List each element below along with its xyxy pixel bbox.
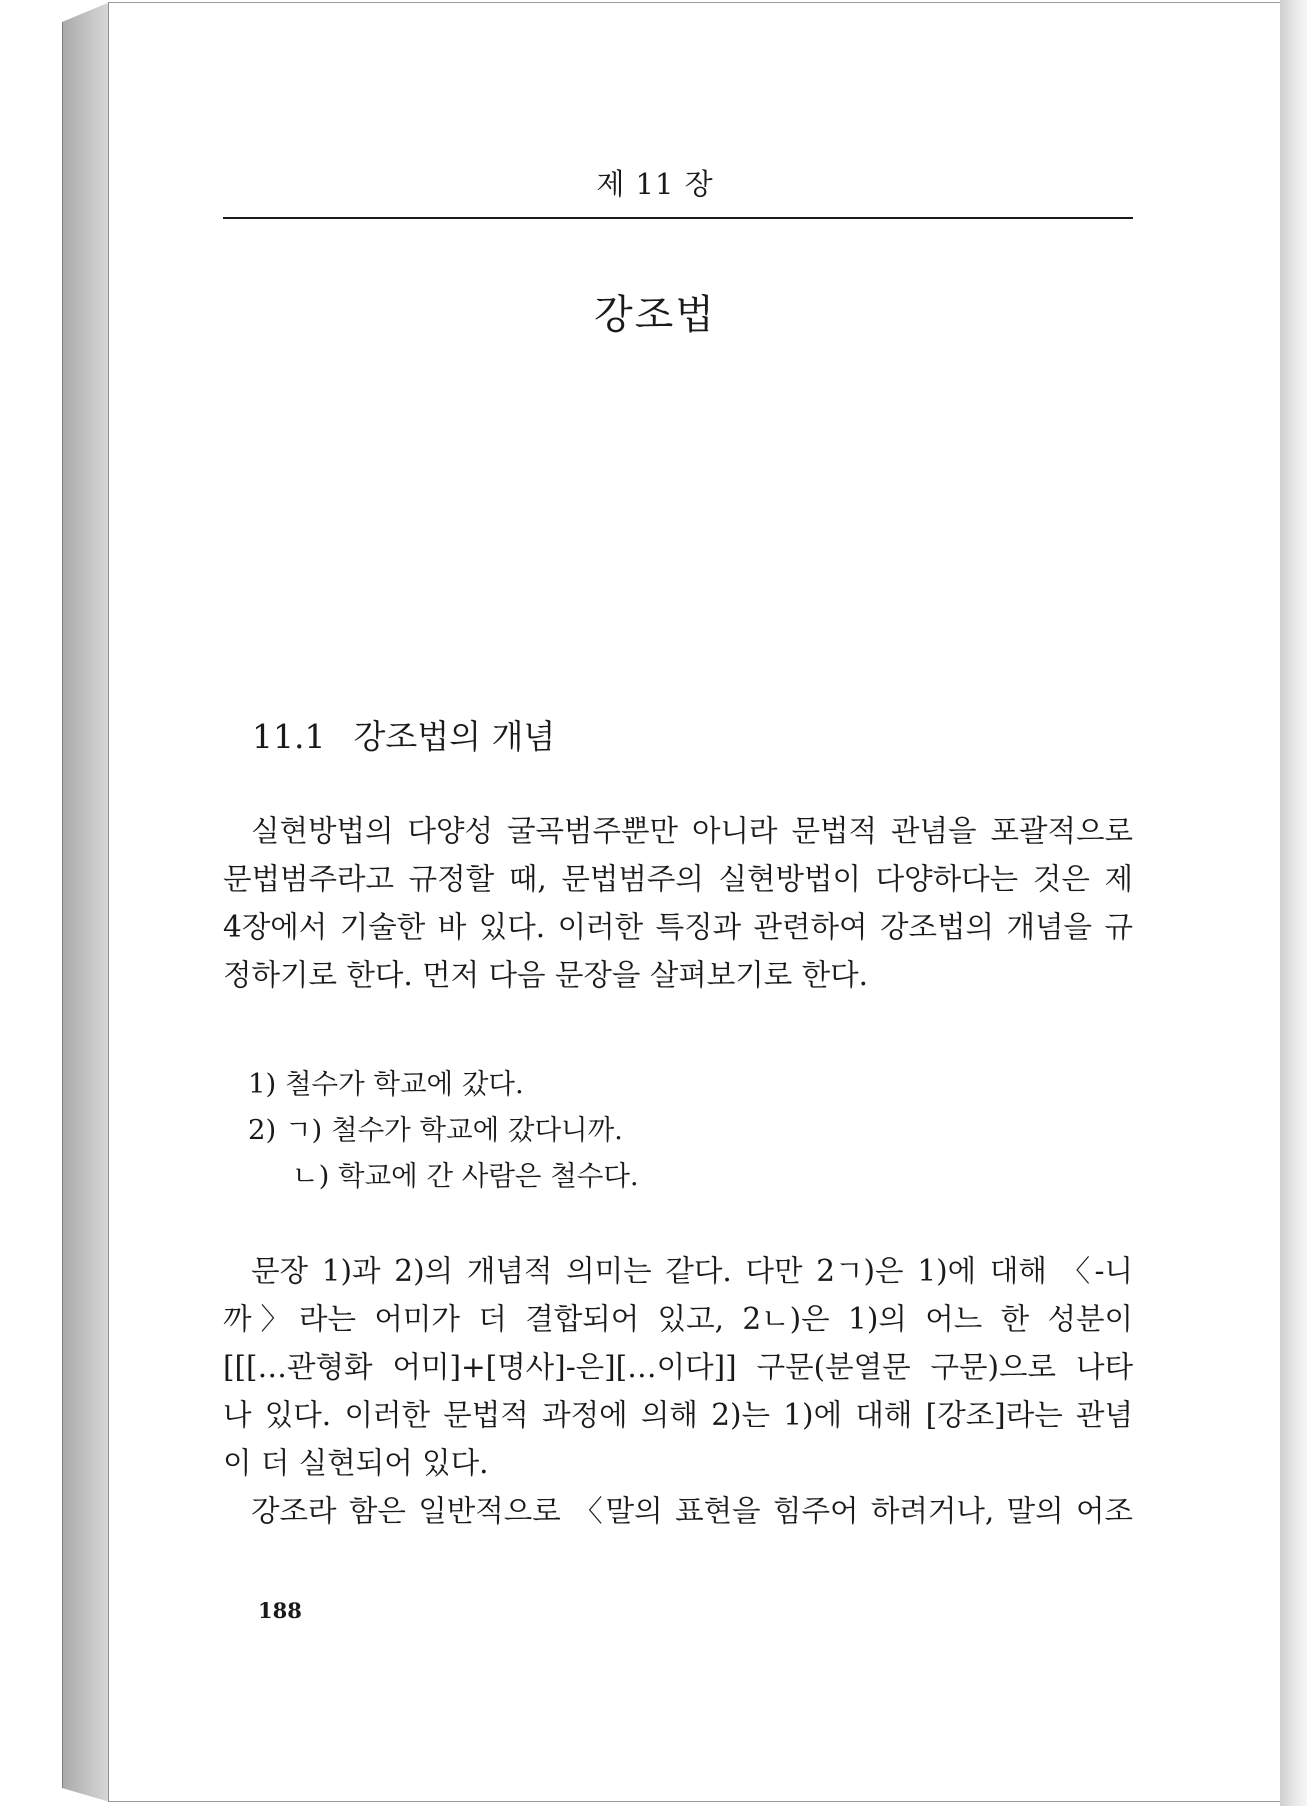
- paragraph-2: [223, 1247, 1133, 1487]
- section-number: 11.1: [252, 717, 326, 756]
- paragraph-line: 실현방법의 다양성 굴곡범주뿐만 아니라 문법적 관념을 포괄적으로: [251, 814, 1133, 848]
- example-list: [248, 1061, 639, 1199]
- chapter-title: 강조법: [594, 292, 716, 338]
- paragraph-line: 정하기로 한다. 먼저 다음 문장을 살펴보기로 한다.: [223, 958, 868, 992]
- book-spine: [62, 2, 110, 1802]
- chapter-rule: [223, 217, 1133, 219]
- paragraph-line: 문장 1)과 2)의 개념적 의미는 같다. 다만 2ㄱ)은 1)에 대해 〈-니: [251, 1254, 1133, 1288]
- paragraph-line: 4장에서 기술한 바 있다. 이러한 특징과 관련하여 강조법의 개념을 규: [223, 910, 1133, 944]
- page-edge-shadow: [1280, 0, 1307, 1806]
- paragraph-line: [[[…관형화 어미]+[명사]-은][…이다]] 구문(분열문 구문)으로 나타: [223, 1350, 1133, 1384]
- paragraph-3: [223, 1487, 1133, 1535]
- example-item: ㄴ) 학교에 간 사람은 철수다.: [292, 1160, 639, 1192]
- paragraph-1: [223, 807, 1133, 999]
- chapter-label: 제 11 장: [596, 167, 714, 201]
- section-title: 강조법의 개념: [353, 717, 556, 756]
- page-number: 188: [258, 1598, 302, 1623]
- paragraph-line: 이 더 실현되어 있다.: [223, 1446, 489, 1480]
- paragraph-line: 문법범주라고 규정할 때, 문법범주의 실현방법이 다양하다는 것은 제: [223, 862, 1133, 896]
- paragraph-line: 나 있다. 이러한 문법적 과정에 의해 2)는 1)에 대해 [강조]라는 관념: [223, 1398, 1133, 1432]
- example-item: 1) 철수가 학교에 갔다.: [248, 1068, 524, 1100]
- paragraph-line: 강조라 함은 일반적으로 〈말의 표현을 힘주어 하려거나, 말의 어조: [251, 1494, 1133, 1528]
- section-heading: [252, 711, 555, 758]
- example-item: 2) ㄱ) 철수가 학교에 갔다니까.: [248, 1114, 623, 1146]
- paragraph-line: 까〉라는 어미가 더 결합되어 있고, 2ㄴ)은 1)의 어느 한 성분이: [223, 1302, 1133, 1336]
